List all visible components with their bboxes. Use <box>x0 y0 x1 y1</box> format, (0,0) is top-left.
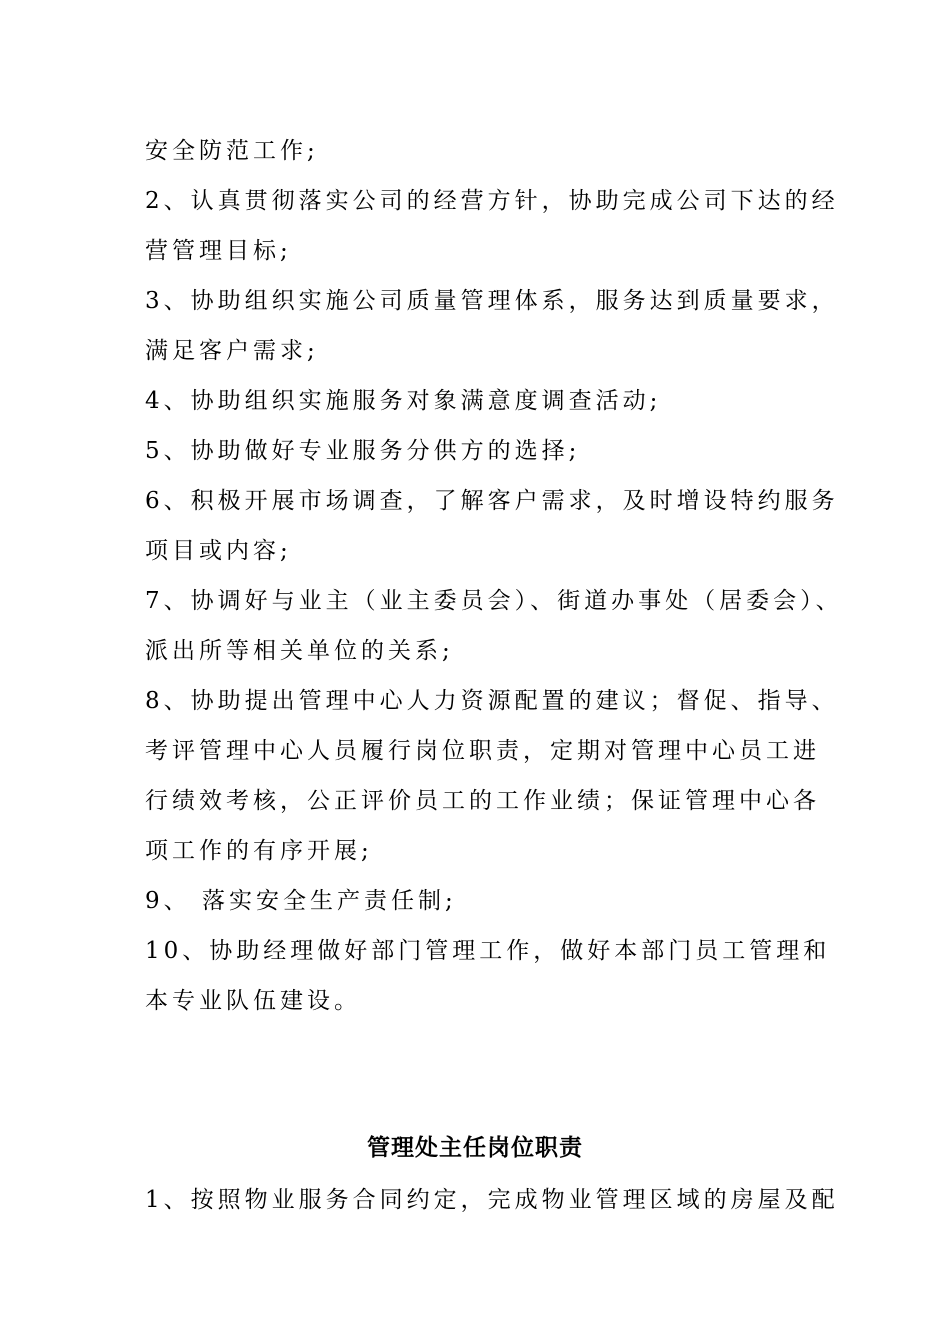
text-line: 8、协助提出管理中心人力资源配置的建议；督促、指导、 <box>145 688 839 714</box>
text-line: 4、协助组织实施服务对象满意度调查活动; <box>145 388 662 414</box>
text-line: 本专业队伍建设。 <box>145 988 361 1014</box>
text-line: 派出所等相关单位的关系; <box>145 638 454 664</box>
text-line: 1、按照物业服务合同约定，完成物业管理区域的房屋及配 <box>145 1187 839 1213</box>
text-line: 5、协助做好专业服务分供方的选择; <box>145 438 581 464</box>
text-line: 满足客户需求; <box>145 338 319 364</box>
text-line: 6、积极开展市场调查，了解客户需求，及时增设特约服务 <box>145 488 839 514</box>
text-line: 9、 落实安全生产责任制; <box>145 888 457 914</box>
text-line: 营管理目标; <box>145 238 292 264</box>
text-line: 2、认真贯彻落实公司的经营方针，协助完成公司下达的经 <box>145 188 839 214</box>
text-line: 7、协调好与业主（业主委员会）、街道办事处（居委会）、 <box>145 588 843 614</box>
section-heading: 管理处主任岗位职责 <box>367 1134 583 1161</box>
text-line: 考评管理中心人员履行岗位职责，定期对管理中心员工进 <box>145 738 820 764</box>
text-line: 3、协助组织实施公司质量管理体系，服务达到质量要求， <box>145 288 839 314</box>
text-line: 行绩效考核，公正评价员工的工作业绩；保证管理中心各 <box>145 788 820 814</box>
text-line: 项目或内容; <box>145 538 292 564</box>
text-line: 安全防范工作; <box>145 138 319 164</box>
text-line: 项工作的有序开展; <box>145 838 373 864</box>
text-line: 10、协助经理做好部门管理工作，做好本部门员工管理和 <box>145 938 831 964</box>
